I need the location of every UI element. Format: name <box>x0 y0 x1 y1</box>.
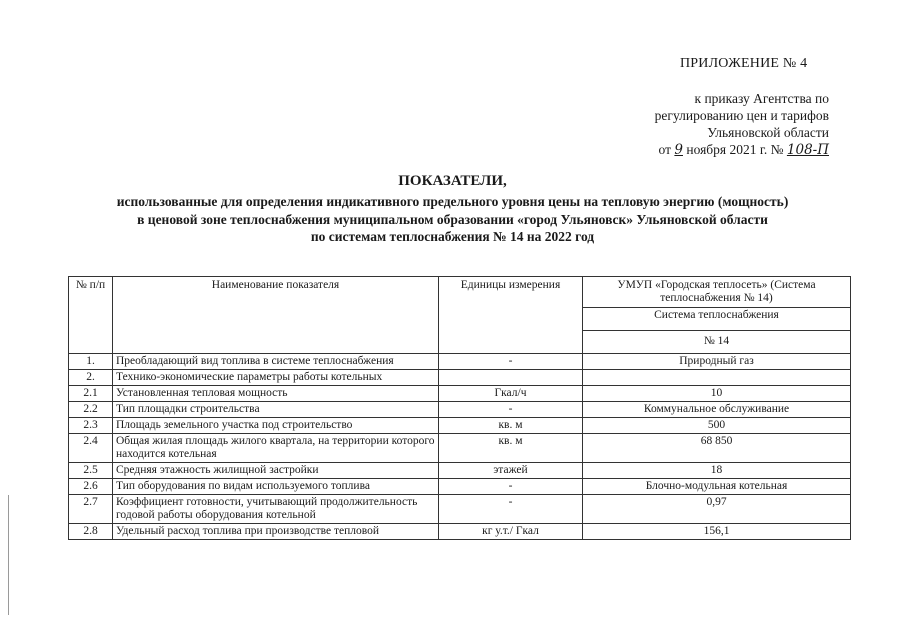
row-value-cell <box>583 370 851 386</box>
document-subtitle <box>60 193 845 246</box>
header-name: Наименование показателя <box>113 277 439 354</box>
row-unit-cell: кв. м <box>439 434 583 463</box>
order-line-3: Ульяновской области <box>707 125 829 140</box>
table-row <box>69 434 851 463</box>
row-value-cell: Блочно-модульная котельная <box>583 479 851 495</box>
row-name-cell: Общая жилая площадь жилого квартала, на территории которого находится котельная <box>113 434 439 463</box>
order-number-handwritten: 108-П <box>786 142 829 158</box>
row-unit-cell: - <box>439 479 583 495</box>
row-number-cell: 2.8 <box>69 524 113 540</box>
row-number-cell: 2. <box>69 370 113 386</box>
row-name-cell: Площадь земельного участка под строительство <box>113 418 439 434</box>
row-name-cell: Тип площадки строительства <box>113 402 439 418</box>
table-header-row <box>69 277 851 308</box>
table-row <box>69 418 851 434</box>
row-number-cell: 2.6 <box>69 479 113 495</box>
row-name-cell: Тип оборудования по видам используемого топлива <box>113 479 439 495</box>
row-number-cell: 1. <box>69 354 113 370</box>
order-date-middle: ноября 2021 г. № <box>686 142 784 157</box>
order-line-1: к приказу Агентства по <box>694 91 829 106</box>
row-value-cell: 68 850 <box>583 434 851 463</box>
row-unit-cell: кв. м <box>439 418 583 434</box>
row-value-cell: 500 <box>583 418 851 434</box>
subtitle-line-2: в ценовой зоне теплоснабжения муниципальном образовании «город Ульяновск» Ульяновской области <box>137 211 768 227</box>
indicators-table <box>68 276 851 540</box>
row-value-cell: 18 <box>583 463 851 479</box>
row-unit-cell: - <box>439 354 583 370</box>
row-number-cell: 2.5 <box>69 463 113 479</box>
table-row <box>69 495 851 524</box>
table-row <box>69 402 851 418</box>
row-unit-cell: - <box>439 495 583 524</box>
row-number-cell: 2.4 <box>69 434 113 463</box>
row-number-cell: 2.3 <box>69 418 113 434</box>
table-row <box>69 463 851 479</box>
appendix-heading: ПРИЛОЖЕНИЕ № 4 <box>680 56 808 71</box>
row-name-cell: Преобладающий вид топлива в системе теплоснабжения <box>113 354 439 370</box>
row-number-cell: 2.7 <box>69 495 113 524</box>
order-day-handwritten: 9 <box>674 142 683 158</box>
row-unit-cell <box>439 370 583 386</box>
row-name-cell: Технико-экономические параметры работы котельных <box>113 370 439 386</box>
table-row <box>69 386 851 402</box>
row-name-cell: Удельный расход топлива при производстве тепловой <box>113 524 439 540</box>
table-row <box>69 524 851 540</box>
row-value-cell: Природный газ <box>583 354 851 370</box>
row-unit-cell: Гкал/ч <box>439 386 583 402</box>
header-organization: УМУП «Городская теплосеть» (Система теплоснабжения № 14) <box>583 277 851 308</box>
row-value-cell: 10 <box>583 386 851 402</box>
row-value-cell: 156,1 <box>583 524 851 540</box>
table-row <box>69 370 851 386</box>
subtitle-line-1: использованные для определения индикативного предельного уровня цены на тепловую энергию (мощность) <box>116 194 789 209</box>
row-value-cell: Коммунальное обслуживание <box>583 402 851 418</box>
table-row <box>69 479 851 495</box>
header-system-number: № 14 <box>583 331 851 354</box>
row-unit-cell: этажей <box>439 463 583 479</box>
header-system: Система теплоснабжения <box>583 308 851 331</box>
row-name-cell: Коэффициент готовности, учитывающий продолжительность годовой работы оборудования котельной <box>113 495 439 524</box>
row-number-cell: 2.1 <box>69 386 113 402</box>
header-unit: Единицы измерения <box>439 277 583 354</box>
order-line-2: регулированию цен и тарифов <box>654 108 829 123</box>
header-num: № п/п <box>69 277 113 354</box>
table-row <box>69 354 851 370</box>
row-name-cell: Средняя этажность жилищной застройки <box>113 463 439 479</box>
document-title: ПОКАЗАТЕЛИ, <box>398 173 507 189</box>
order-reference <box>589 90 829 159</box>
scan-edge-mark <box>8 495 9 615</box>
row-unit-cell: кг у.т./ Гкал <box>439 524 583 540</box>
row-unit-cell: - <box>439 402 583 418</box>
row-value-cell: 0,97 <box>583 495 851 524</box>
row-name-cell: Установленная тепловая мощность <box>113 386 439 402</box>
row-number-cell: 2.2 <box>69 402 113 418</box>
order-date-prefix: от <box>658 142 672 157</box>
order-date-line <box>589 141 829 159</box>
subtitle-line-3: по системам теплоснабжения № 14 на 2022 год <box>310 229 595 244</box>
